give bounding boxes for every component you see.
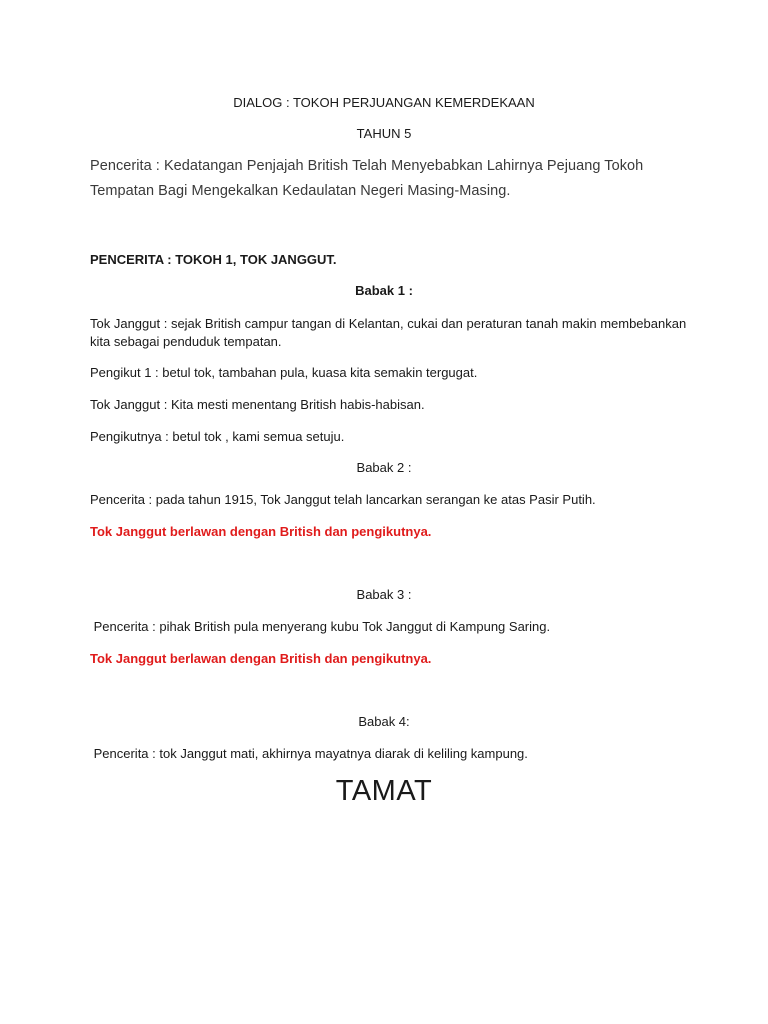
scene-2-action: Tok Janggut berlawan dengan British dan pengikutnya. — [90, 524, 432, 539]
scene-1-line-1: Tok Janggut : sejak British campur tangan di Kelantan, cukai dan peraturan tanah makin membebankan kita sebagai penduduk tempatan. — [90, 316, 687, 349]
intro-line-2: Tempatan Bagi Mengekalkan Kedaulatan Negeri Masing-Masing. — [90, 183, 511, 199]
section-heading: PENCERITA : TOKOH 1, TOK JANGGUT. — [90, 252, 337, 267]
document-subtitle: TAHUN 5 — [356, 126, 412, 141]
scene-3-heading: Babak 3 : — [356, 587, 412, 602]
document-title: DIALOG : TOKOH PERJUANGAN KEMERDEKAAN — [233, 95, 535, 110]
scene-4-heading: Babak 4: — [358, 714, 410, 729]
scene-2-heading: Babak 2 : — [356, 460, 412, 475]
scene-1-line-2: Pengikut 1 : betul tok, tambahan pula, kuasa kita semakin tergugat. — [90, 365, 478, 380]
intro-paragraph — [90, 154, 690, 204]
ending-text: TAMAT — [335, 775, 433, 807]
scene-3-action: Tok Janggut berlawan dengan British dan pengikutnya. — [90, 651, 432, 666]
scene-4-line-1: Pencerita : tok Janggut mati, akhirnya mayatnya diarak di keliling kampung. — [90, 746, 528, 761]
scene-3-line-1: Pencerita : pihak British pula menyerang kubu Tok Janggut di Kampung Saring. — [90, 619, 551, 634]
scene-1-heading: Babak 1 : — [355, 283, 413, 298]
scene-1-line-4: Pengikutnya : betul tok , kami semua setuju. — [90, 429, 345, 444]
scene-2-line-1: Pencerita : pada tahun 1915, Tok Janggut telah lancarkan serangan ke atas Pasir Putih. — [90, 492, 596, 507]
scene-1-line-3: Tok Janggut : Kita mesti menentang British habis-habisan. — [90, 397, 425, 412]
intro-line-1: Pencerita : Kedatangan Penjajah British Telah Menyebabkan Lahirnya Pejuang Tokoh — [90, 158, 644, 174]
